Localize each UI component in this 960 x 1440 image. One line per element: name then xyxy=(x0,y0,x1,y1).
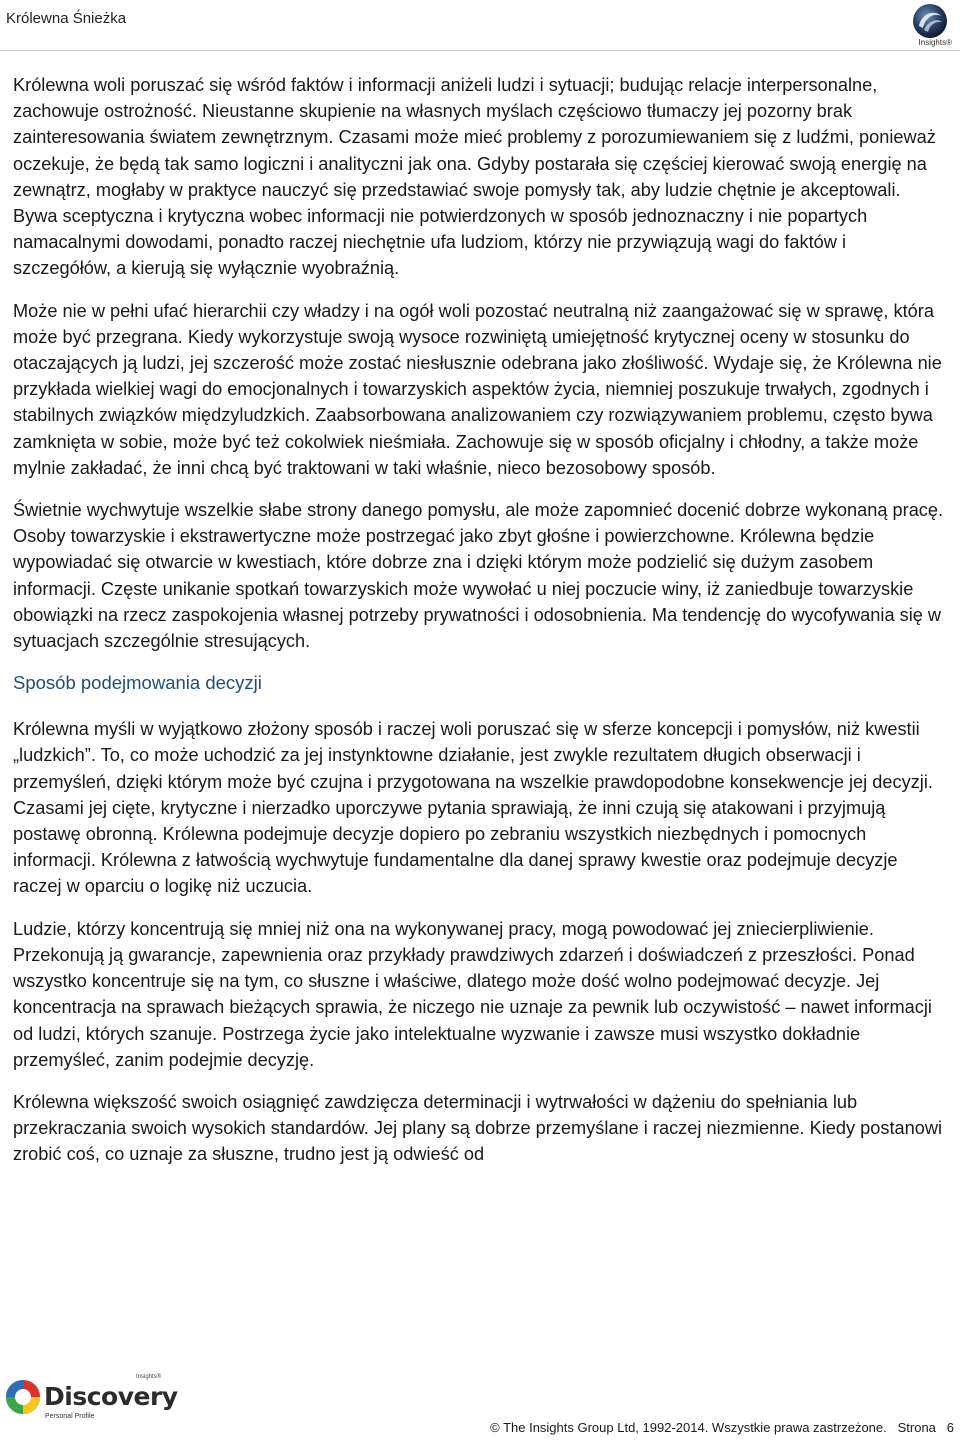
footer-page-label: Strona xyxy=(897,1420,936,1435)
insights-swirl-logo-icon xyxy=(910,2,950,40)
body-paragraph: Świetnie wychwytuje wszelkie słabe strony danego pomysłu, ale może zapomnieć docenić dobrze wykonaną pracę. Osoby towarzyskie i ekstrawertyczne może postrzegać jako zbyt głośne i powierzchowne. Królewna będzie wypowiadać się otwarcie w kwestiach, które dobrze zna i dzięki którym może podzielić się dużym zasobem informacji. Częste unikanie spotkań towarzyskich może wywołać u niej poczucie winy, iż zaniedbuje towarzyskie obowiązki na rzecz zaspokojenia własnej potrzeby prywatności i odosobnienia. Ma tendencję do wycofywania się w sytuacjach szczególnie stresujących. xyxy=(13,500,944,652)
body-paragraph: Królewna myśli w wyjątkowo złożony sposób i raczej woli poruszać się w sferze koncepcji i pomysłów, niż kwestii „ludzkich”. To, co może uchodzić za jej instynktowne działanie, jest zwykle rezultatem długich obserwacji i przemyśleń, dzięki którym może być czujna i przygotowana na wszelkie prawdopodobne konsekwencje jej decyzji. Czasami jej cięte, krytyczne i nierzadko uporczywe pytania sprawiają, że inni czują się atakowani i przyjmują postawę obronną. Królewna podejmuje decyzje dopiero po zebraniu wszystkich niezbędnych i pomocnych informacji. Królewna z łatwością wychwytuje fundamentalne dla danej sprawy kwestie oraz podejmuje decyzje raczej w oparciu o logikę niż uczucia. xyxy=(13,719,933,897)
document-header-title: Królewna Śnieżka xyxy=(6,10,127,27)
footer-copyright-line xyxy=(490,1420,954,1435)
discovery-wheel-logo-icon xyxy=(4,1378,42,1416)
discovery-logo-word: Discovery xyxy=(44,1382,178,1411)
discovery-logo-subtitle: Personal Profile xyxy=(45,1413,95,1420)
body-paragraph: Ludzie, którzy koncentrują się mniej niż ona na wykonywanej pracy, mogą powodować jej zniecierpliwienie. Przekonują ją gwarancje, zapewnienia oraz przykłady prawdziwych zdarzeń i doświadczeń z przeszłości. Ponad wszystko koncentruje się na tym, co słuszne i właściwe, dlatego może dość wolno podejmować decyzje. Jej koncentracja na sprawach bieżących sprawia, że niczego nie uznaje za pewnik lub oczywistość – nawet informacji od ludzi, których szanuje. Postrzega życie jako intelektualne wyzwanie i zawsze musi wszystko dokładnie przemyśleć, zanim podejmie decyzję. xyxy=(13,918,932,1070)
body-paragraph: Może nie w pełni ufać hierarchii czy władzy i na ogół woli pozostać neutralną niż zaangażować się w sprawę, która może być przegrana. Kiedy wykorzystuje swoją wysoce rozwiniętą umiejętność krytycznej oceny w stosunku do otaczających ją ludzi, jej szczerość może zostać niesłusznie odebrana jako złośliwość. Wydaje się, że Królewna nie przykłada wielkiej wagi do emocjonalnych i towarzyskich aspektów życia, niemniej poszukuje trwałych, zgodnych i stabilnych związków międzyludzkich. Zaabsorbowana analizowaniem czy rozwiązywaniem problemu, często bywa zamknięta w sobie, może być też cokolwiek nieśmiała. Zachowuje się w sposób oficjalny i chłodny, a także może mylnie zakładać, że inni chcą być traktowani w taki właśnie, nieco bezosobowy sposób. xyxy=(13,300,942,478)
section-heading: Sposób podejmowania decyzji xyxy=(13,672,262,694)
header-divider xyxy=(0,50,960,51)
insights-logo-text: Insights® xyxy=(918,38,952,47)
footer-copyright: © The Insights Group Ltd, 1992-2014. Wszystkie prawa zastrzeżone. xyxy=(490,1420,887,1435)
discovery-logo xyxy=(4,1372,184,1436)
body-paragraph: Królewna większość swoich osiągnięć zawdzięcza determinacji i wytrwałości w dążeniu do spełniania lub przekraczania swoich wysokich standardów. Jej plany są dobrze przemyślane i raczej niezmienne. Kiedy postanowi zrobić coś, co uznaje za słuszne, trudno jest ją odwieść od xyxy=(13,1091,943,1165)
footer-page-number: 6 xyxy=(946,1420,954,1435)
discovery-logo-tag: Insights® xyxy=(136,1374,162,1380)
document-body xyxy=(13,72,948,1184)
insights-logo xyxy=(908,2,952,50)
body-paragraph: Królewna woli poruszać się wśród faktów i informacji aniżeli ludzi i sytuacji; budując relacje interpersonalne, zachowuje ostrożność. Nieustanne skupienie na własnych myślach częściowo tłumaczy jej pozorny brak zainteresowania światem zewnętrznym. Czasami może mieć problemy z porozumiewaniem się z ludźmi, ponieważ oczekuje, że będą tak samo logiczni i analityczni jak ona. Gdyby postarała się częściej kierować swoją energię na zewnątrz, mogłaby w praktyce nauczyć się przedstawiać swoje pomysły tak, aby ludzie chętnie je akceptowali. Bywa sceptyczna i krytyczna wobec informacji nie potwierdzonych w sposób jednoznaczny i nie popartych namacalnymi dowodami, ponadto raczej niechętnie ufa ludziom, którzy nie przywiązują wagi do faktów i szczegółów, a kierują się wyłącznie wyobraźnią. xyxy=(13,75,936,279)
